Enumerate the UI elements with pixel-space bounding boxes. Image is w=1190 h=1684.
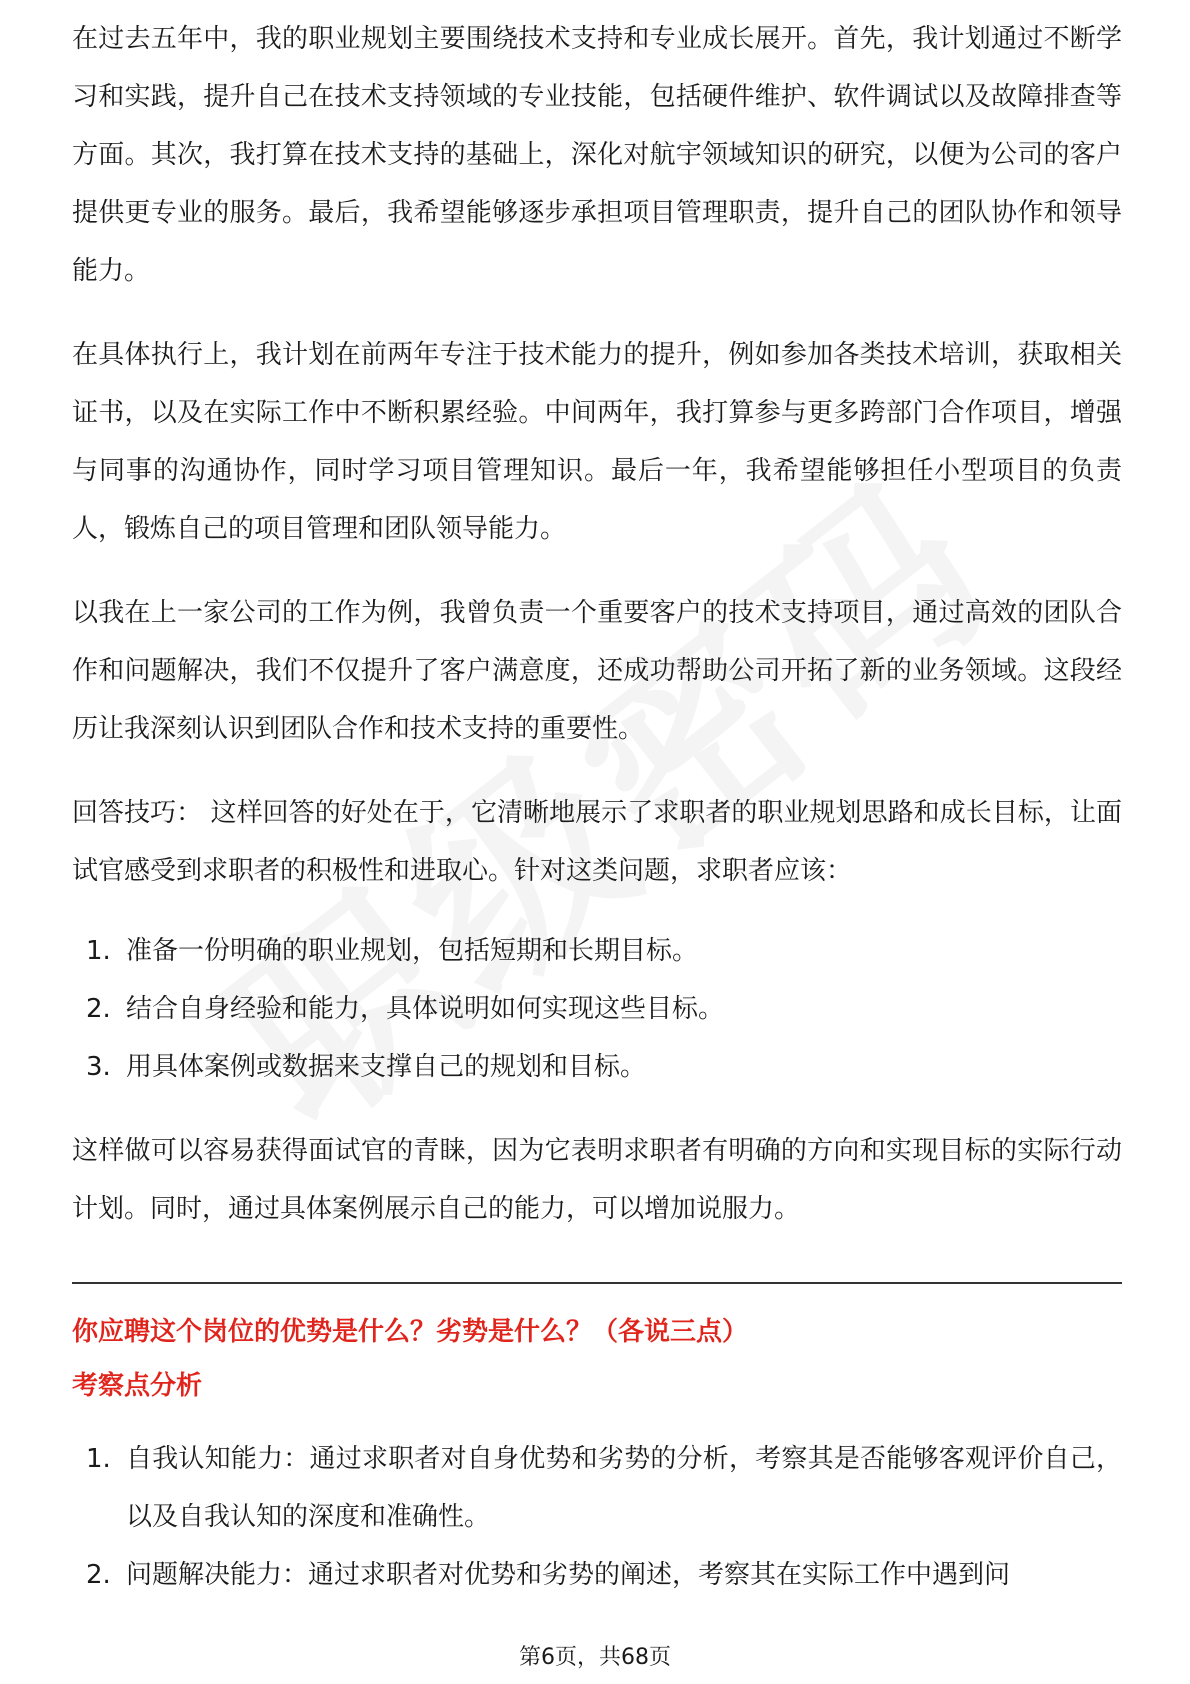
paragraph-answer-tips: 回答技巧： 这样回答的好处在于，它清晰地展示了求职者的职业规划思路和成长目标，让面试官感受到求职者的积极性和进取心。针对这类问题，求职者应该： (72, 798, 1122, 886)
list-item-text: 问题解决能力：通过求职者对优势和劣势的阐述，考察其在实际工作中遇到问 (126, 1560, 1011, 1590)
list-item-number: 2. (86, 1560, 111, 1590)
list-item-number: 1. (86, 1444, 111, 1474)
paragraph-execution: 在具体执行上，我计划在前两年专注于技术能力的提升，例如参加各类技术培训，获取相关证书，以及在实际工作中不断积累经验。中间两年，我打算参与更多跨部门合作项目，增强与同事的沟通协作，同时学习项目管理知识。最后一年，我希望能够担任小型项目的负责人，锻炼自己的项目管理和团队领导能力。 (72, 340, 1122, 544)
list-item (72, 1038, 1122, 1096)
paragraph-career-plan: 在过去五年中，我的职业规划主要围绕技术支持和专业成长展开。首先，我计划通过不断学习和实践，提升自己在技术支持领域的专业技能，包括硬件维护、软件调试以及故障排查等方面。其次，我打算在技术支持的基础上，深化对航宇领域知识的研究，以便为公司的客户提供更专业的服务。最后，我希望能够逐步承担项目管理职责，提升自己的团队协作和领导能力。 (72, 24, 1122, 286)
list-item-number: 2. (86, 994, 111, 1024)
analysis-list (72, 1430, 1122, 1604)
question-title: 你应聘这个岗位的优势是什么？劣势是什么？（各说三点） (72, 1317, 749, 1347)
page-number: 第6页，共68页 (519, 1645, 671, 1670)
list-item (72, 1430, 1122, 1546)
list-item-text: 结合自身经验和能力，具体说明如何实现这些目标。 (126, 994, 725, 1024)
section-divider (72, 1282, 1122, 1284)
paragraph-example: 以我在上一家公司的工作为例，我曾负责一个重要客户的技术支持项目，通过高效的团队合作和问题解决，我们不仅提升了客户满意度，还成功帮助公司开拓了新的业务领域。这段经历让我深刻认识到团队合作和技术支持的重要性。 (72, 598, 1122, 744)
paragraph-conclusion: 这样做可以容易获得面试官的青睐，因为它表明求职者有明确的方向和实现目标的实际行动计划。同时，通过具体案例展示自己的能力，可以增加说服力。 (72, 1136, 1122, 1224)
list-item (72, 922, 1122, 980)
list-item (72, 980, 1122, 1038)
analysis-subtitle: 考察点分析 (72, 1371, 203, 1401)
document-page (72, 0, 1122, 1604)
tips-list (72, 922, 1122, 1096)
list-item (72, 1546, 1122, 1604)
list-item-text: 准备一份明确的职业规划，包括短期和长期目标。 (126, 936, 699, 966)
list-item-number: 3. (86, 1052, 111, 1082)
list-item-number: 1. (86, 936, 111, 966)
list-item-text: 用具体案例或数据来支撑自己的规划和目标。 (126, 1052, 647, 1082)
list-item-text: 自我认知能力：通过求职者对自身优势和劣势的分析，考察其是否能够客观评价自己，以及自我认知的深度和准确性。 (126, 1444, 1122, 1532)
